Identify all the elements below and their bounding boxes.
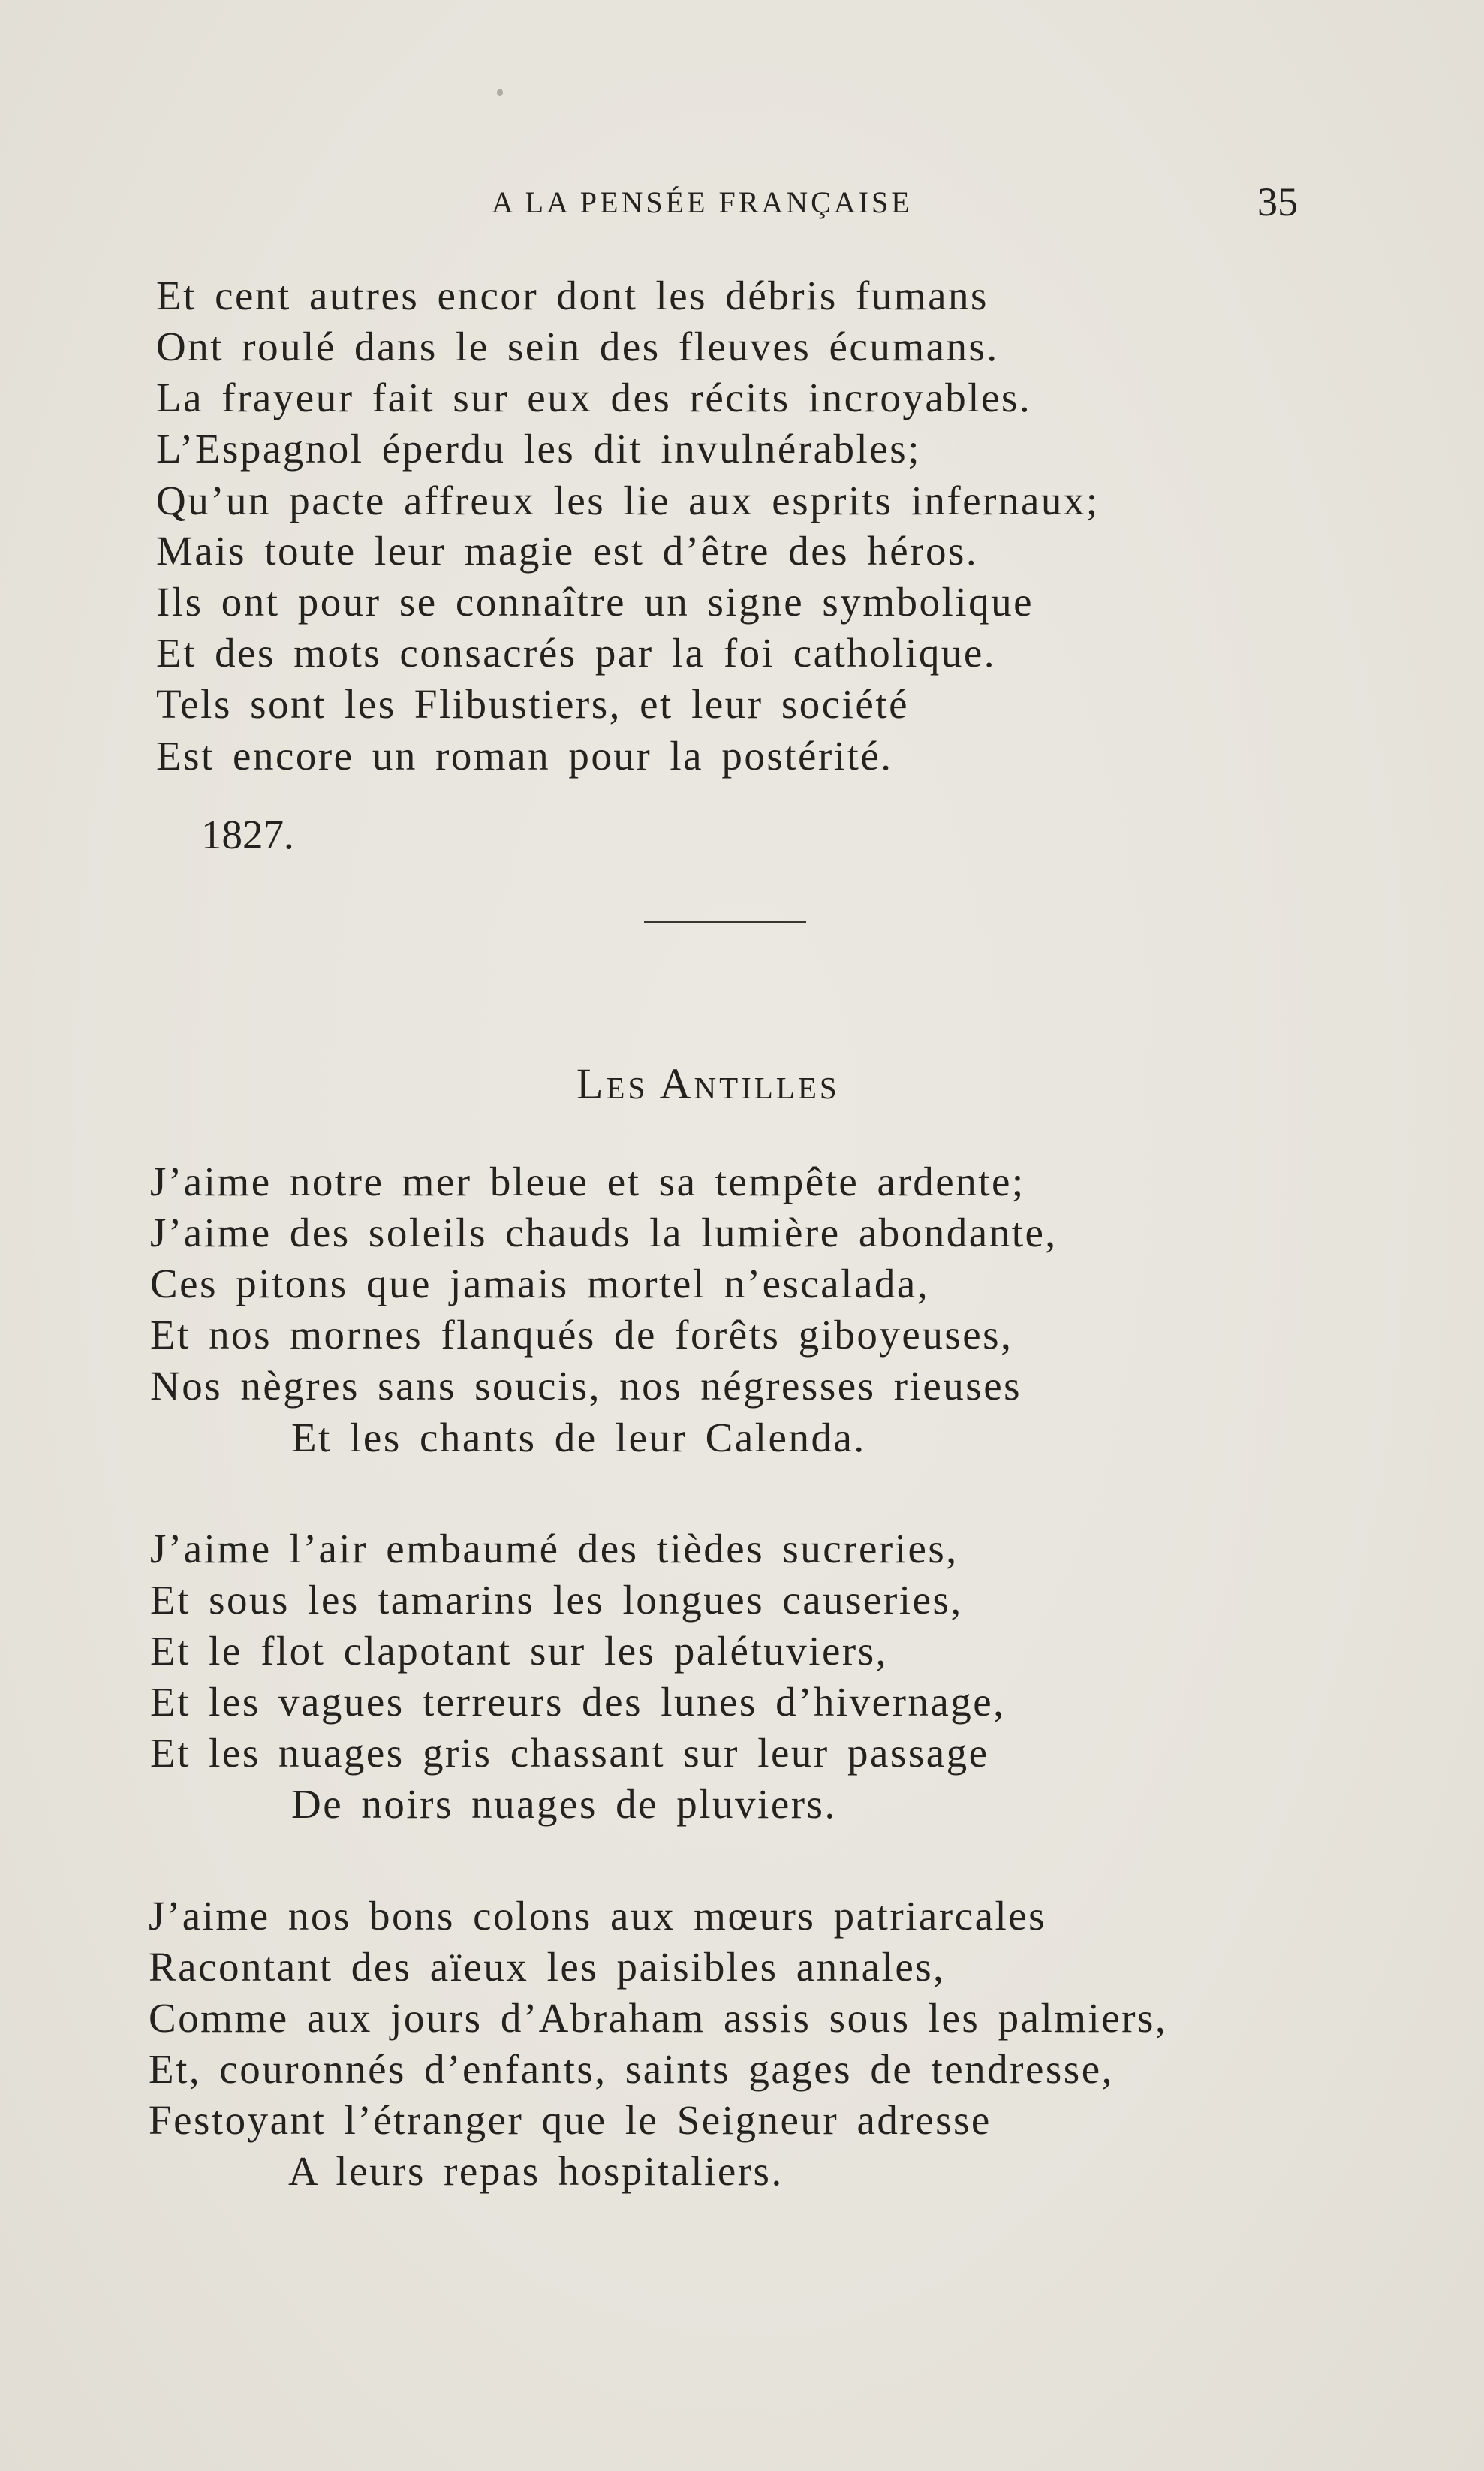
verse-line: Comme aux jours d’Abraham assis sous les palmiers, bbox=[149, 1995, 1168, 2041]
verse-line: Et des mots consacrés par la foi catholique. bbox=[156, 630, 997, 676]
verse-line: Et sous les tamarins les longues causeries, bbox=[150, 1577, 963, 1623]
running-header: A LA PENSÉE FRANÇAISE bbox=[492, 185, 913, 219]
verse-line: Et, couronnés d’enfants, saints gages de tendresse, bbox=[149, 2046, 1114, 2092]
verse-line: Et le flot clapotant sur les palétuviers, bbox=[150, 1628, 888, 1674]
verse-line: J’aime nos bons colons aux mœurs patriarcales bbox=[149, 1893, 1047, 1939]
section-divider bbox=[644, 921, 806, 923]
verse-line: Racontant des aïeux les paisibles annales, bbox=[149, 1944, 946, 1990]
verse-line: Ces pitons que jamais mortel n’escalada, bbox=[150, 1261, 930, 1306]
ink-speck bbox=[497, 89, 503, 96]
verse-line: Et les nuages gris chassant sur leur passage bbox=[150, 1730, 989, 1776]
verse-line: J’aime l’air embaumé des tièdes sucreries, bbox=[150, 1526, 959, 1571]
verse-line: Festoyant l’étranger que le Seigneur adresse bbox=[149, 2097, 992, 2143]
verse-line: Et nos mornes flanqués de forêts giboyeuses, bbox=[150, 1312, 1013, 1358]
verse-line: A leurs repas hospitaliers. bbox=[288, 2148, 784, 2194]
verse-line: Ils ont pour se connaître un signe symbolique bbox=[156, 579, 1034, 625]
verse-line: Et les vagues terreurs des lunes d’hivernage, bbox=[150, 1679, 1006, 1725]
verse-line: Est encore un roman pour la postérité. bbox=[156, 733, 893, 779]
verse-line: Et les chants de leur Calenda. bbox=[291, 1415, 866, 1460]
verse-line: L’Espagnol éperdu les dit invulnérables; bbox=[156, 426, 921, 472]
verse-line: Mais toute leur magie est d’être des héros. bbox=[156, 528, 979, 574]
poem-date: 1827. bbox=[201, 812, 294, 857]
verse-line: Nos nègres sans soucis, nos négresses rieuses bbox=[150, 1363, 1022, 1409]
verse-line: Qu’un pacte affreux les lie aux esprits infernaux; bbox=[156, 478, 1100, 523]
verse-line: J’aime des soleils chauds la lumière abondante, bbox=[150, 1210, 1058, 1255]
verse-line: La frayeur fait sur eux des récits incroyables. bbox=[156, 375, 1032, 420]
verse-line: De noirs nuages de pluviers. bbox=[291, 1781, 837, 1827]
verse-line: J’aime notre mer bleue et sa tempête ardente; bbox=[150, 1159, 1025, 1204]
verse-line: Et cent autres encor dont les débris fumans bbox=[156, 273, 989, 318]
verse-line: Tels sont les Flibustiers, et leur société bbox=[156, 681, 910, 727]
poem-title: Les Antilles bbox=[576, 1059, 840, 1108]
verse-line: Ont roulé dans le sein des fleuves écumans. bbox=[156, 324, 999, 369]
page-number: 35 bbox=[1257, 179, 1298, 224]
